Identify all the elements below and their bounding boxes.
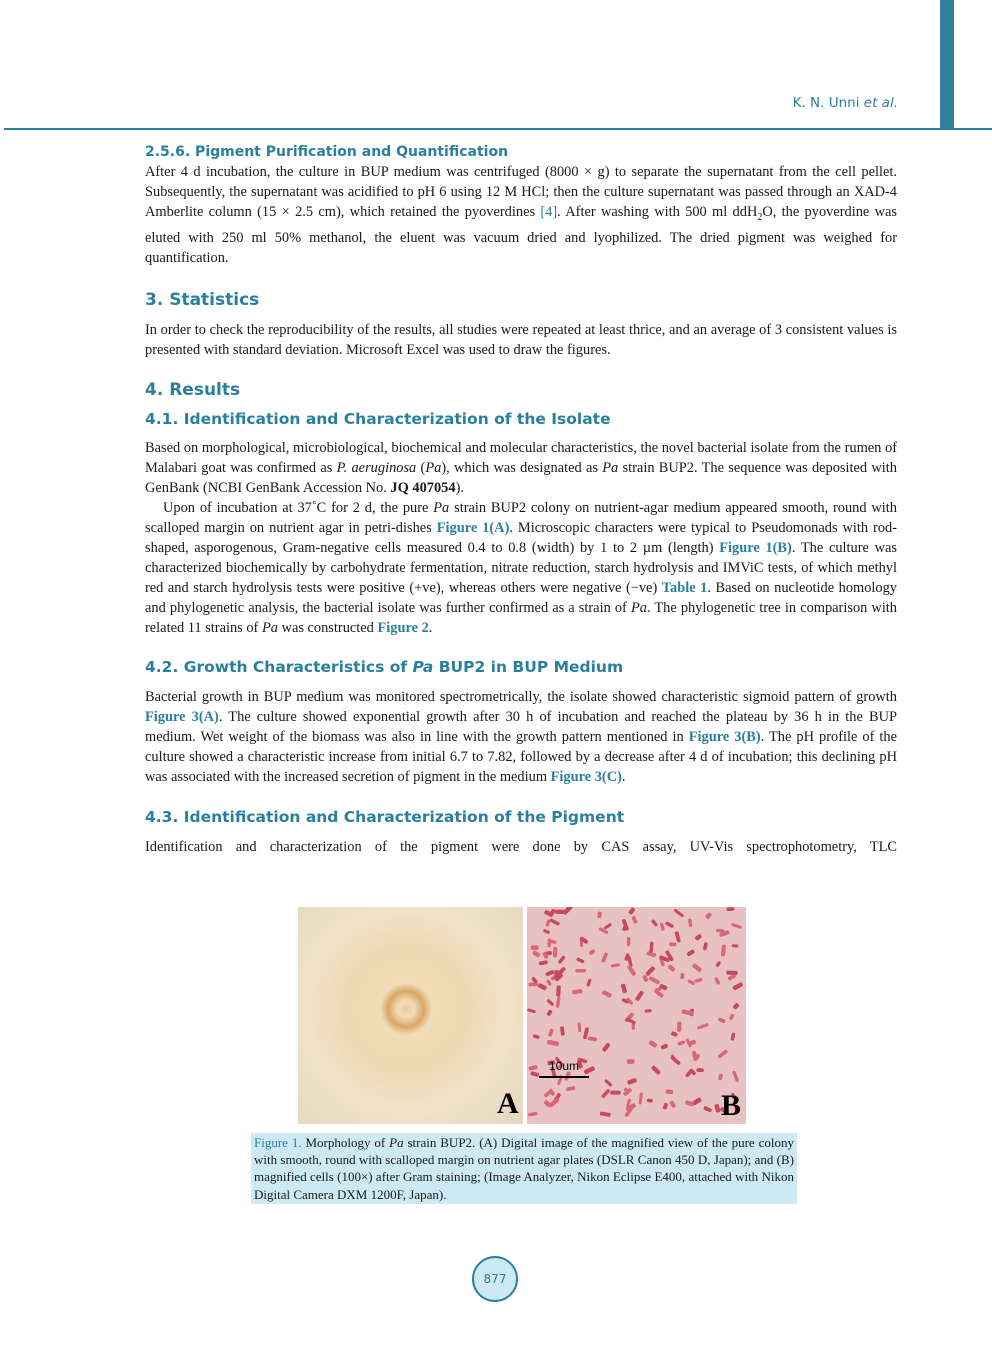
stained-cell (639, 1092, 643, 1104)
stained-cell (680, 973, 685, 980)
section-3-paragraph: In order to check the reproducibility of the results, all studies were repeated at least thrice, and an average of 3 consistent values is presented with standard deviation. Microsoft Excel was used to draw the figures. (145, 321, 897, 358)
stained-cell (555, 910, 566, 914)
figure-3b-link[interactable]: Figure 3(B) (688, 728, 761, 745)
header-side-bar (940, 0, 954, 128)
stained-cell (730, 1032, 735, 1041)
stained-cell (674, 931, 681, 943)
stained-cell (597, 911, 602, 918)
stained-cell (732, 1070, 739, 1082)
stained-cell (714, 1104, 721, 1113)
stained-cell (547, 1040, 559, 1046)
main-content (145, 142, 897, 857)
table-1-link[interactable]: Table 1 (661, 579, 708, 596)
figure-1a-link[interactable]: Figure 1(A) (436, 519, 510, 536)
stained-cell (532, 950, 541, 958)
figure-3a-link[interactable]: Figure 3(A) (145, 708, 219, 725)
stained-cell (721, 945, 726, 957)
stained-cell (588, 949, 595, 956)
stained-cell (532, 1034, 540, 1040)
stained-cell (601, 952, 609, 963)
section-4-heading: 4. Results (145, 379, 241, 400)
stained-cell (556, 996, 561, 1008)
stained-cell (718, 1073, 723, 1080)
stained-cell (714, 977, 720, 985)
stained-cell (665, 921, 675, 928)
stained-cell (648, 1040, 658, 1048)
stained-cell (572, 989, 583, 994)
running-head: K. N. Unni et al. (792, 95, 898, 111)
stained-cell (545, 970, 554, 977)
stained-cell (548, 1028, 554, 1037)
ref-4-link[interactable]: [4] (540, 204, 558, 220)
stained-cell (649, 942, 654, 953)
stained-cell (528, 1065, 537, 1071)
panel-b-label: B (721, 1089, 742, 1122)
header-rule (4, 128, 992, 130)
section-4-1-heading: 4.1. Identification and Characterization of the Isolate (145, 409, 611, 428)
section-4-2-paragraph: Bacterial growth in BUP medium was monitored spectrometrically, the isolate showed characteristic sigmoid pattern of growth Figure 3(A). The culture showed exponential growth after 30 h of incubation and reached the plateau by 36 h in the BUP medium. Wet weight of the biomass was also in line with the growth pattern mentioned in Figure 3(B). The pH profile of the culture showed a characteristic increase from initial 6.7 to 7.82, followed by a decrease after 4 d of incubation; this declining pH was associated with the increased secretion of pigment in the medium Figure 3(C). (145, 688, 897, 785)
stained-cell (715, 961, 721, 968)
stained-cell (610, 1091, 620, 1095)
stained-cell (705, 912, 712, 919)
stained-cell (692, 963, 703, 973)
stained-cell (566, 1086, 576, 1092)
stained-cell (602, 1042, 611, 1052)
stained-cell (732, 944, 739, 947)
section-4-3-heading: 4.3. Identification and Characterization of the Pigment (145, 807, 625, 826)
stained-cell (621, 983, 628, 993)
stained-cell (539, 960, 549, 965)
stained-cell (665, 1089, 673, 1094)
stained-cell (546, 1009, 553, 1016)
stained-cell (703, 1106, 712, 1113)
figure-1-panel-b-microscopy-image (527, 907, 746, 1124)
stained-cell (548, 1097, 559, 1107)
stained-cell (610, 963, 620, 968)
stained-cell (670, 1055, 681, 1065)
stained-cell (527, 1008, 536, 1013)
stained-cell (577, 1022, 581, 1032)
stained-cell (673, 908, 684, 917)
page-number: 877 (472, 1256, 518, 1302)
stained-cells-graphic (527, 907, 746, 1124)
stained-cell (583, 1066, 595, 1075)
stained-cell (588, 1036, 598, 1041)
stained-cell (687, 979, 695, 986)
stained-cell (703, 942, 708, 951)
stained-cell (601, 1089, 611, 1099)
stained-cell (645, 966, 656, 977)
stained-cell (558, 955, 566, 964)
scale-bar-label: 10um (549, 1059, 580, 1073)
figure-1-panel-a-colony-image (298, 907, 523, 1124)
stained-cell (537, 983, 547, 991)
stained-cell (604, 1079, 613, 1087)
stained-cell (726, 907, 734, 911)
stained-cell (627, 937, 631, 946)
stained-cell (546, 999, 554, 1007)
stained-cell (685, 1100, 695, 1106)
stained-cell (692, 1051, 697, 1059)
stained-cell (645, 1009, 652, 1013)
stained-cell (635, 990, 644, 1001)
scale-bar (539, 1076, 589, 1078)
figure-1b-link[interactable]: Figure 1(B) (719, 539, 792, 556)
stained-cell (549, 918, 560, 926)
stained-cell (671, 1031, 678, 1037)
section-2-5-6-paragraph: After 4 d incubation, the culture in BUP medium was centrifuged (8000 × g) to separate the supernatant from the cell pellet. Subsequently, the supernatant was acidified to pH 6 using 12 M HCl; then the culture supernatant was passed through an XAD-4 Amberlite column (15 × 2.5 cm), which retained the pyoverdines [4]. After washing with 500 ml ddH$_2$O, the pyoverdine was eluted with 250 ml 50% methanol, the eluent was vacuum dried and lyophilized. The dried pigment was weighed for quantification. (145, 164, 897, 266)
stained-cell (667, 964, 675, 972)
stained-cell (660, 1043, 668, 1050)
stained-cell (694, 934, 702, 941)
stained-cell (646, 1098, 653, 1103)
stained-cell (718, 1017, 726, 1023)
stained-cell (603, 923, 612, 930)
stained-cell (649, 976, 661, 985)
stained-cell (686, 949, 695, 957)
stained-cell (543, 929, 551, 935)
stained-cell (697, 1023, 709, 1030)
stained-cell (677, 1022, 682, 1032)
stained-cell (651, 919, 658, 927)
stained-cell (669, 942, 676, 946)
stained-cell (627, 1059, 635, 1064)
stained-cell (631, 916, 638, 925)
section-4-1-paragraph-1: Based on morphological, microbiological, biochemical and molecular characteristics, the novel bacterial isolate from the rumen of Malabari goat was confirmed as P. aeruginosa (Pa), which was designated as Pa strain BUP2. The sequence was deposited with GenBank (NCBI GenBank Accession No. JQ 407054). (145, 439, 897, 496)
section-4-3-paragraph: Identification and characterization of the pigment were done by CAS assay, UV-Vis spectrophotometry, TLC (145, 838, 897, 855)
section-4-1-paragraph-2: Upon of incubation at 37˚C for 2 d, the pure Pa strain BUP2 colony on nutrient-agar medium appeared smooth, round with scalloped margin on nutrient agar in petri-dishes Figure 1(A). Microscopic characters were typical to Pseudomonads with rod-shaped, asporogenous, Gram-negative cells measured 0.4 to 0.8 (width) by 1 to 2 µm (length) Figure 1(B). The culture was characterized biochemically by carbohydrate fermentation, nitrate reduction, starch hydrolysis and IMViC tests, of which methyl red and starch hydrolysis tests were positive (+ve), whereas others were negative (−ve) Table 1. Based on nucleotide homology and phylogenetic analysis, the bacterial isolate was further confirmed as a strain of Pa. The phylogenetic tree in comparison with related 11 strains of Pa was constructed Figure 2. (145, 499, 898, 636)
stained-cell (628, 907, 636, 915)
stained-cell (696, 1068, 704, 1072)
section-3-heading: 3. Statistics (145, 289, 260, 310)
stained-cell (688, 1039, 696, 1045)
figure-1 (298, 907, 746, 1124)
stained-cell (663, 1102, 669, 1109)
section-4-2-heading: 4.2. Growth Characteristics of Pa BUP2 in BUP Medium (145, 657, 624, 676)
stained-cell (627, 1078, 637, 1085)
stained-cell (717, 1049, 728, 1059)
stained-cell (531, 945, 539, 950)
stained-cell (576, 957, 585, 964)
panel-a-label: A (497, 1087, 519, 1120)
stained-cell (731, 923, 742, 930)
stained-cell (694, 978, 703, 983)
stained-cell (553, 947, 557, 958)
stained-cell (556, 985, 561, 996)
stained-cell (688, 918, 693, 927)
stained-cell (586, 978, 592, 987)
stained-cell (729, 1013, 735, 1020)
figure-1-caption: Figure 1. Morphology of Pa strain BUP2. (A) Digital image of the magnified view of the pure colony with smooth, round with scalloped margin on nutrient agar plates (DSLR Canon 450 D, Japan); and (B) magnified cells (100×) after Gram staining; (Image Analyzer, Nikon Eclipse E400, attached with Nikon Digital Camera DXM 1200F, Japan). (251, 1133, 797, 1204)
stained-cell (651, 1065, 661, 1075)
figure-3c-link[interactable]: Figure 3(C) (550, 768, 622, 785)
stained-cell (546, 979, 552, 986)
stained-cell (677, 1040, 685, 1046)
stained-cell (600, 1111, 611, 1117)
stained-cell (726, 971, 737, 975)
stained-cell (732, 1002, 739, 1009)
stained-cell (560, 1026, 565, 1036)
figure-2-link[interactable]: Figure 2 (377, 619, 429, 636)
stained-cell (669, 1100, 676, 1108)
stained-cell (601, 990, 612, 998)
stained-cell (660, 922, 665, 931)
stained-cell (575, 969, 586, 972)
stained-cell (732, 982, 743, 991)
stained-cell (528, 1112, 538, 1117)
section-2-5-6-heading: 2.5.6. Pigment Purification and Quantification (145, 144, 509, 160)
